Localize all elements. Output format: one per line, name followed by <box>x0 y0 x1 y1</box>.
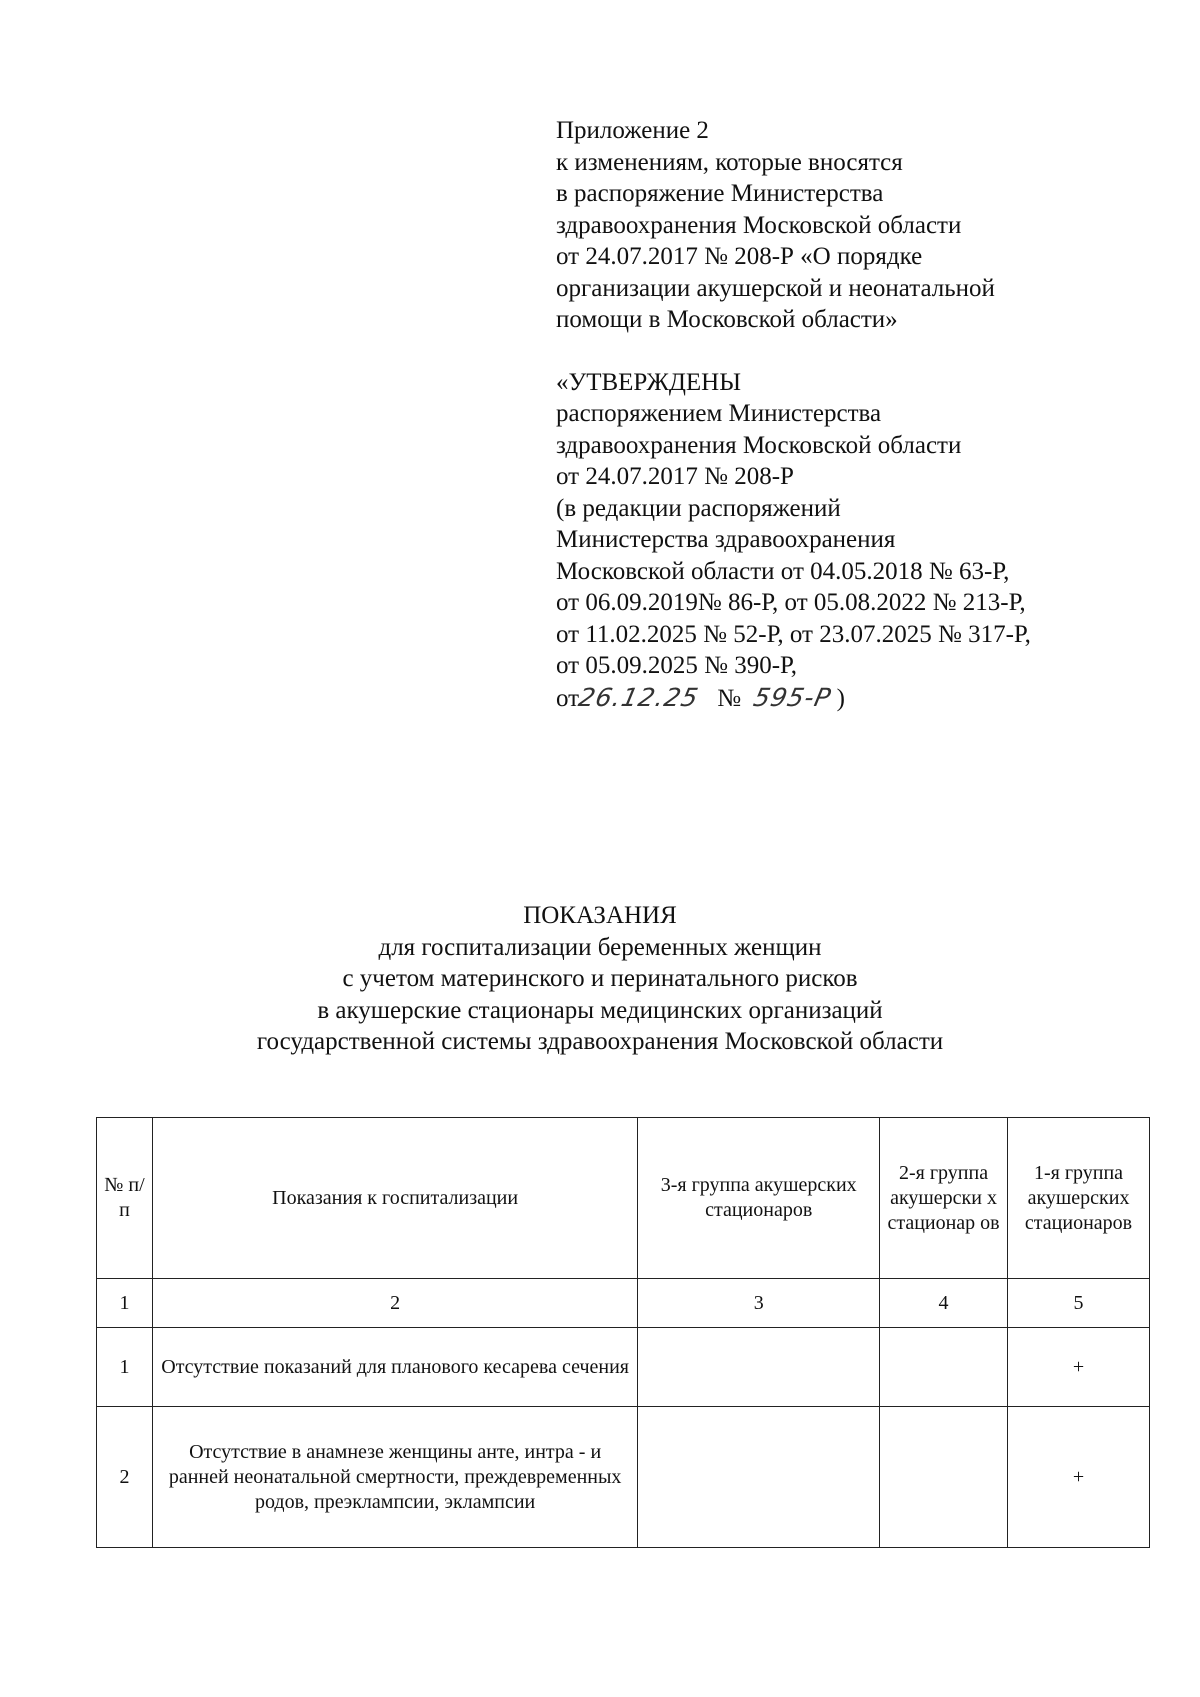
title-heading: ПОКАЗАНИЯ <box>523 902 677 929</box>
column-number-row <box>97 1279 1150 1328</box>
approved-line: «УТВЕРЖДЕНЫ <box>556 368 742 396</box>
column-number: 5 <box>1008 1279 1150 1328</box>
approved-line: от 11.02.2025 № 52-Р, от 23.07.2025 № 317-Р, <box>556 620 1031 648</box>
spacer <box>556 336 1176 367</box>
table-row <box>97 1328 1150 1407</box>
table-header-row <box>97 1118 1150 1279</box>
row-group1-mark: + <box>1008 1328 1150 1407</box>
row-number: 1 <box>97 1328 153 1407</box>
header-cell-indication: Показания к госпитализации <box>152 1118 637 1279</box>
title-line: с учетом материнского и перинатального рисков <box>342 965 858 992</box>
header-cell-group1: 1-я группа акушерских стационаров <box>1008 1118 1150 1279</box>
column-number: 1 <box>97 1279 153 1328</box>
appendix-block <box>556 115 1176 714</box>
row-group1-mark: + <box>1008 1407 1150 1548</box>
appendix-line: в распоряжение Министерства <box>556 180 884 207</box>
handwritten-number: 595-Р <box>750 682 834 712</box>
approved-line: от 06.09.2019№ 86-Р, от 05.08.2022 № 213-Р, <box>556 589 1026 616</box>
appendix-line: Приложение 2 <box>556 117 709 144</box>
approved-line: от 24.07.2017 № 208-Р <box>556 463 794 490</box>
header-cell-group2: 2-я группа акушерски х стационар ов <box>880 1118 1008 1279</box>
header-cell-num: № п/п <box>97 1118 153 1279</box>
title-line: государственной системы здравоохранения Московской области <box>256 1028 944 1055</box>
appendix-line: к изменениям, которые вносятся <box>556 148 903 176</box>
closing-paren: ) <box>836 684 845 712</box>
approved-last-line <box>556 682 1176 715</box>
title-line: для госпитализации беременных женщин <box>378 933 822 961</box>
row-group3-mark <box>638 1407 880 1548</box>
table-row <box>97 1407 1150 1548</box>
header-cell-group3: 3-я группа акушерских стационаров <box>638 1118 880 1279</box>
row-group2-mark <box>880 1328 1008 1407</box>
indications-table <box>96 1117 1150 1548</box>
appendix-line: организации акушерской и неонатальной <box>556 274 995 302</box>
last-prefix: от <box>556 684 580 712</box>
appendix-line: помощи в Московской области» <box>556 306 898 333</box>
handwritten-date: 26.12.25 <box>576 682 702 712</box>
approved-line: распоряжением Министерства <box>556 400 882 427</box>
approved-line: от 05.09.2025 № 390-Р, <box>556 652 798 679</box>
row-indication: Отсутствие показаний для планового кесарева сечения <box>152 1328 637 1407</box>
document-title <box>0 900 1200 1058</box>
number-sign: № <box>717 684 742 712</box>
row-group2-mark <box>880 1407 1008 1548</box>
approved-line: Министерства здравоохранения <box>556 526 896 553</box>
column-number: 3 <box>638 1279 880 1328</box>
column-number: 2 <box>152 1279 637 1328</box>
approved-line: (в редакции распоряжений <box>556 494 841 522</box>
column-number: 4 <box>880 1279 1008 1328</box>
appendix-line: от 24.07.2017 № 208-Р «О порядке <box>556 243 923 270</box>
row-group3-mark <box>638 1328 880 1407</box>
row-indication: Отсутствие в анамнезе женщины анте, интра - и ранней неонатальной смертности, преждевременных родов, преэклампсии, эклампсии <box>152 1407 637 1548</box>
approved-line: здравоохранения Московской области <box>556 431 962 459</box>
title-line: в акушерские стационары медицинских организаций <box>317 996 883 1024</box>
appendix-line: здравоохранения Московской области <box>556 211 962 239</box>
approved-line: Московской области от 04.05.2018 № 63-Р, <box>556 557 1010 585</box>
row-number: 2 <box>97 1407 153 1548</box>
